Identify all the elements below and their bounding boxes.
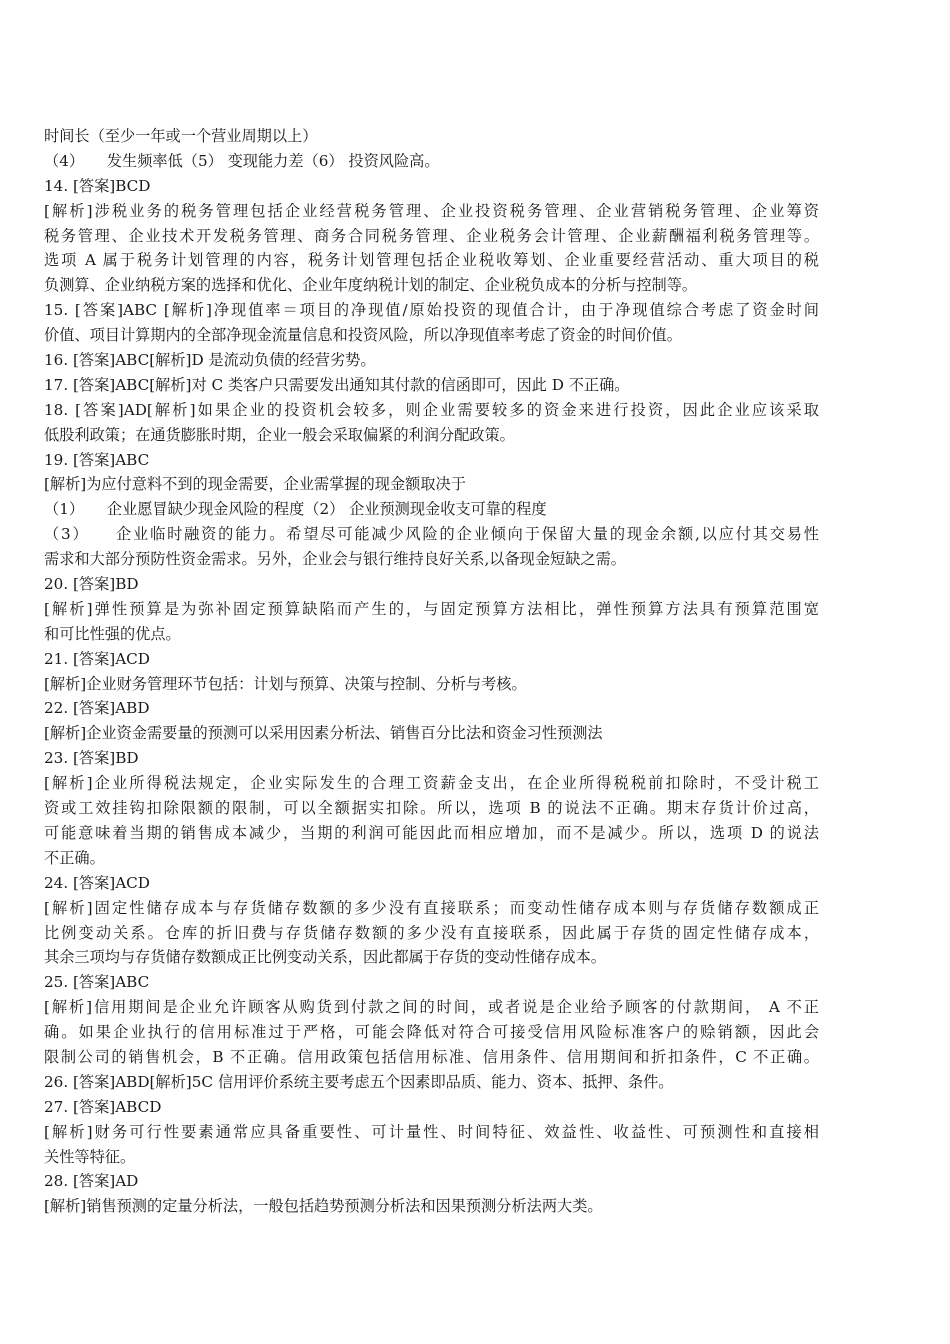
text-line: [解析]销售预测的定量分析法，一般包括趋势预测分析法和因果预测分析法两大类。 bbox=[44, 1197, 603, 1216]
text-line: [解析]企业财务管理环节包括：计划与预算、决策与控制、分析与考核。 bbox=[44, 674, 527, 693]
text-line: 资或工效挂钩扣除限额的限制，可以全额据实扣除。所以，选项 B 的说法不正确。期末存货计价过高， bbox=[44, 799, 819, 818]
answer-heading-27: 27. [答案]ABCD bbox=[44, 1097, 162, 1116]
text-line: [解析]企业所得税法规定，企业实际发生的合理工资薪金支出，在企业所得税税前扣除时，不受计税工 bbox=[44, 774, 819, 793]
document-page bbox=[44, 124, 819, 1219]
text-line: （1） 企业愿冒缺少现金风险的程度（2） 企业预测现金收支可靠的程度 bbox=[44, 500, 547, 519]
text-line: 不正确。 bbox=[44, 848, 105, 867]
text-line: [解析]弹性预算是为弥补固定预算缺陷而产生的，与固定预算方法相比，弹性预算方法具有预算范围宽 bbox=[44, 599, 819, 618]
answer-heading-22: 22. [答案]ABD bbox=[44, 699, 150, 718]
text-line: [解析]企业资金需要量的预测可以采用因素分析法、销售百分比法和资金习性预测法 bbox=[44, 724, 603, 743]
answer-heading-25: 25. [答案]ABC bbox=[44, 973, 150, 992]
answer-heading-15: 15. [答案]ABC [解析]净现值率＝项目的净现值/原始投资的现值合计，由于净现值综合考虑了资金时间 bbox=[44, 301, 819, 320]
text-line: 关性等特征。 bbox=[44, 1147, 136, 1166]
answer-heading-16: 16. [答案]ABC[解析]D 是流动负债的经营劣势。 bbox=[44, 351, 376, 370]
answer-heading-21: 21. [答案]ACD bbox=[44, 649, 150, 668]
text-line: 负测算、企业纳税方案的选择和优化、企业年度纳税计划的制定、企业税负成本的分析与控制等。 bbox=[44, 276, 698, 295]
text-line: 限制公司的销售机会，B 不正确。信用政策包括信用标准、信用条件、信用期间和折扣条件，C 不正确。 bbox=[44, 1047, 819, 1066]
text-line: 确。如果企业执行的信用标准过于严格，可能会降低对符合可接受信用风险标准客户的赊销额，因此会 bbox=[44, 1023, 819, 1042]
answer-heading-24: 24. [答案]ACD bbox=[44, 873, 150, 892]
text-line: 需求和大部分预防性资金需求。另外，企业会与银行维持良好关系,以备现金短缺之需。 bbox=[44, 550, 626, 569]
text-line: [解析]固定性储存成本与存货储存数额的多少没有直接联系；而变动性储存成本则与存货储存数额成正 bbox=[44, 898, 819, 917]
text-line: 其余三项均与存货储存数额成正比例变动关系，因此都属于存货的变动性储存成本。 bbox=[44, 948, 606, 967]
text-line: 和可比性强的优点。 bbox=[44, 624, 181, 643]
text-line: 选项 A 属于税务计划管理的内容，税务计划管理包括企业税收筹划、企业重要经营活动、重大项目的税 bbox=[44, 251, 819, 270]
text-line: 低股利政策；在通货膨胀时期，企业一般会采取偏紧的利润分配政策。 bbox=[44, 425, 515, 444]
text-line: 可能意味着当期的销售成本减少，当期的利润可能因此而相应增加，而不是减少。所以，选项 D 的说法 bbox=[44, 823, 819, 842]
text-line: 税务管理、企业技术开发税务管理、商务合同税务管理、企业税务会计管理、企业薪酬福利税务管理等。 bbox=[44, 226, 819, 245]
text-line: 比例变动关系。仓库的折旧费与存货储存数额的多少没有直接联系，因此属于存货的固定性储存成本， bbox=[44, 923, 819, 942]
answer-heading-20: 20. [答案]BD bbox=[44, 575, 139, 594]
text-line: （3） 企业临时融资的能力。希望尽可能减少风险的企业倾向于保留大量的现金余额,以应付其交易性 bbox=[44, 525, 819, 544]
answer-heading-28: 28. [答案]AD bbox=[44, 1172, 139, 1191]
text-line: [解析]信用期间是企业允许顾客从购货到付款之间的时间，或者说是企业给予顾客的付款期间， A 不正 bbox=[44, 998, 819, 1017]
answer-heading-26: 26. [答案]ABD[解析]5C 信用评价系统主要考虑五个因素即品质、能力、资本、抵押、条件。 bbox=[44, 1072, 674, 1091]
text-line: 价值、项目计算期内的全部净现金流量信息和投资风险，所以净现值率考虑了资金的时间价值。 bbox=[44, 326, 682, 345]
answer-heading-23: 23. [答案]BD bbox=[44, 749, 139, 768]
text-line: [解析]涉税业务的税务管理包括企业经营税务管理、企业投资税务管理、企业营销税务管理、企业筹资 bbox=[44, 201, 819, 220]
text-line: [解析]为应付意料不到的现金需要，企业需掌握的现金额取决于 bbox=[44, 475, 466, 494]
answer-heading-14: 14. [答案]BCD bbox=[44, 176, 151, 195]
answer-heading-19: 19. [答案]ABC bbox=[44, 450, 150, 469]
answer-heading-18: 18. [答案]AD[解析]如果企业的投资机会较多，则企业需要较多的资金来进行投资，因此企业应该采取 bbox=[44, 400, 819, 419]
text-line: [解析]财务可行性要素通常应具备重要性、可计量性、时间特征、效益性、收益性、可预测性和直接相 bbox=[44, 1122, 819, 1141]
text-line: （4） 发生频率低（5） 变现能力差（6） 投资风险高。 bbox=[44, 151, 440, 170]
text-line: 时间长（至少一年或一个营业周期以上） bbox=[44, 127, 318, 145]
answer-heading-17: 17. [答案]ABC[解析]对 C 类客户只需要发出通知其付款的信函即可，因此 D 不正确。 bbox=[44, 375, 630, 394]
